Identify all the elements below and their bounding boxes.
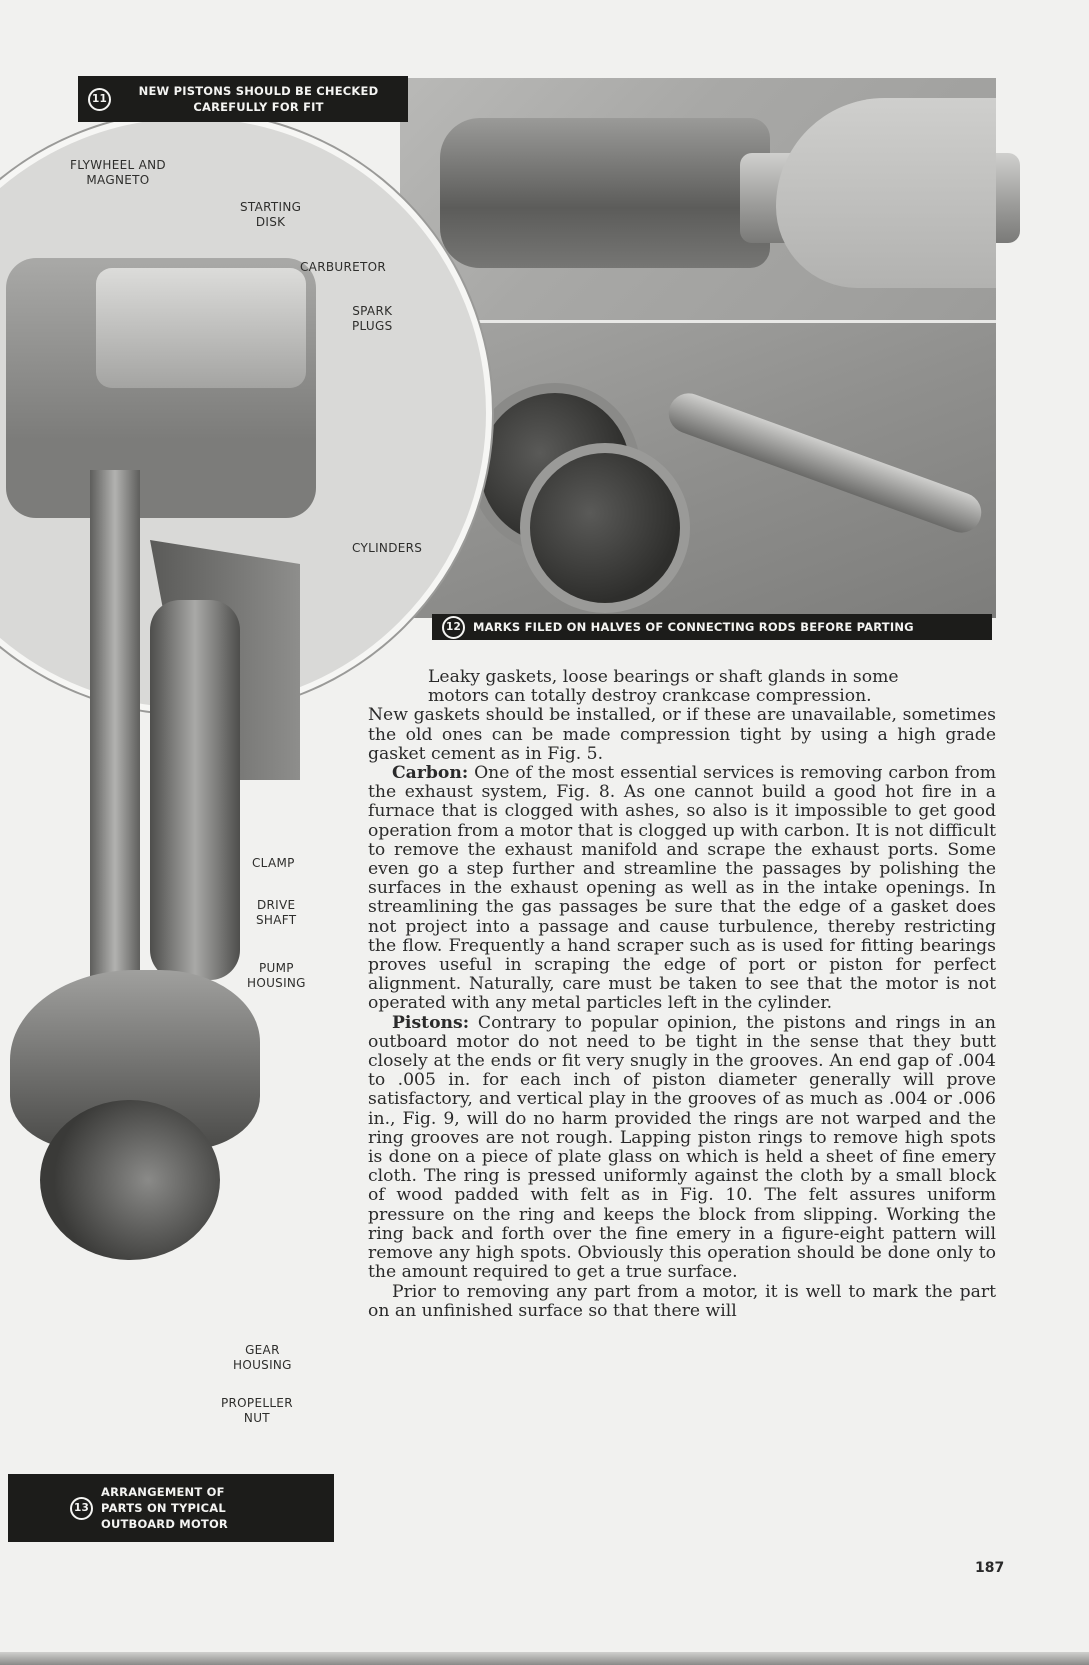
paragraph-carbon: Carbon: One of the most essential services is removing carbon from the exhaust system, Fig. 8. As one cannot build a good hot fire in a furnace that is clogged with ashes, so also is it impossible to get good operation from a motor that is clogged up with carbon. It is not difficult to remove the exhaust manifold and scrape the exhaust ports. Some even go a step further and streamline the passages by polishing the surfaces in the exhaust opening as well as in the intake openings. In streamlining the gas passages be sure that the edge of a gasket does not project into a passage and cause turbulence, thereby restricting the flow. Frequently a hand scraper such as is used for fitting bearings proves useful in scraping the edge of port or piston for perfect alignment. Naturally, care must be taken to see that the motor is not operated with any metal particles left in the cylinder. — [368, 763, 996, 1014]
fig12-caption — [432, 614, 992, 640]
crankshaft-image — [663, 388, 987, 538]
paragraph-gaskets: Leaky gaskets, loose bearings or shaft glands in some motors can totally destroy crankcase compression. New gaskets should be installed, or if these are unavailable, sometimes the old ones can be made compression tight by using a high grade gasket cement as in Fig. 5. — [368, 667, 996, 764]
paragraph-marking-parts: Prior to removing any part from a motor, it is well to mark the part on an unfinished surface so that there will — [368, 1281, 996, 1321]
hand-image — [776, 98, 996, 288]
fig11-caption — [78, 76, 408, 122]
piston-right-image — [520, 443, 690, 613]
cylinder-block-image — [440, 118, 770, 268]
fig12-photo-connecting-rods — [400, 323, 996, 618]
motor-column-illustration — [90, 470, 140, 990]
page-number: 187 — [975, 1560, 1005, 1576]
label-gear-housing: GEAR HOUSING — [233, 1343, 292, 1372]
fig13-caption-line1: ARRANGEMENT OF — [101, 1485, 225, 1499]
label-cylinders: CYLINDERS — [352, 541, 423, 555]
label-propeller-nut: PROPELLER NUT — [221, 1396, 293, 1425]
fig13-number-badge: 13 — [70, 1497, 93, 1520]
label-carburetor: CARBURETOR — [300, 260, 386, 274]
label-starting-disk: STARTING DISK — [240, 200, 302, 229]
label-flywheel-and-magneto: FLYWHEEL AND MAGNETO — [70, 158, 166, 187]
heading-pistons: Pistons: — [392, 1012, 470, 1033]
label-pump-housing: PUMP HOUSING — [247, 961, 306, 990]
fig13-caption — [8, 1474, 334, 1542]
flywheel-illustration — [96, 268, 306, 388]
fig13-caption-line2: PARTS ON TYPICAL — [101, 1501, 226, 1515]
article-body — [368, 668, 996, 1321]
fig11-caption-line2: CAREFULLY FOR FIT — [193, 100, 324, 114]
fig12-caption-text: MARKS FILED ON HALVES OF CONNECTING RODS BEFORE PARTING — [473, 620, 914, 634]
propeller-illustration — [40, 1100, 220, 1260]
fig11-number-badge: 11 — [88, 88, 111, 111]
fig13-caption-line3: OUTBOARD MOTOR — [101, 1517, 228, 1531]
label-clamp: CLAMP — [252, 856, 295, 870]
label-spark-plugs: SPARK PLUGS — [352, 304, 393, 333]
fig11-caption-line1: NEW PISTONS SHOULD BE CHECKED — [138, 84, 379, 98]
fig12-number-badge: 12 — [442, 616, 465, 639]
heading-carbon: Carbon: — [392, 763, 469, 784]
label-drive-shaft: DRIVE SHAFT — [256, 898, 297, 927]
page-bottom-edge — [0, 1652, 1089, 1665]
fig11-photo-piston-fit — [400, 78, 996, 323]
drive-shaft-housing-illustration — [150, 600, 240, 980]
paragraph-pistons: Pistons: Contrary to popular opinion, the pistons and rings in an outboard motor do not need to be tight in the sense that they butt closely at the ends or fit very snugly in the grooves. An end gap of .004 to .005 in. for each inch of piston diameter generally will prove satisfactory, and vertical play in the grooves of as much as .004 or .006 in., Fig. 9, will do no harm provided the rings are not warped and the ring grooves are not rough. Lapping piston rings to remove high spots is done on a piece of plate glass on which is held a sheet of fine emery cloth. The ring is pressed uniformly against the cloth by a small block of wood padded with felt as in Fig. 10. The felt assures uniform pressure on the ring and keeps the block from slipping. Working the ring back and forth over the fine emery in a figure-eight pattern will remove any high spots. Obviously this operation should be done only to the amount required to get a true surface. — [368, 1012, 996, 1283]
